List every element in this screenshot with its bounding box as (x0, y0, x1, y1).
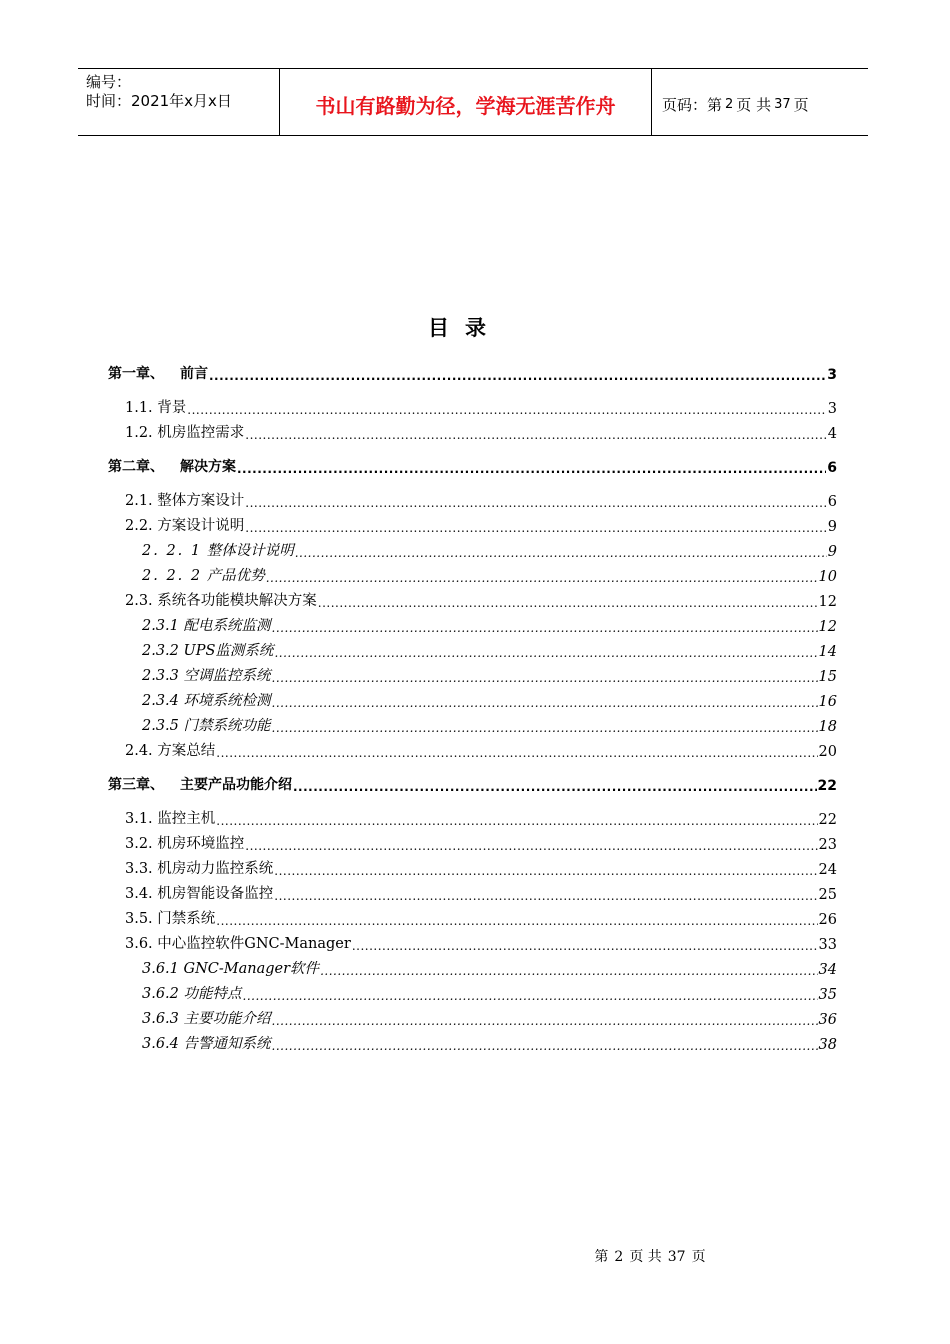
toc-entry-title: 系统各功能模块解决方案 (157, 593, 317, 609)
toc-entry-title: 机房智能设备监控 (157, 886, 274, 902)
toc-entry-title: 机房环境监控 (157, 836, 245, 852)
toc-entry[interactable] (142, 638, 837, 660)
toc-entry-page: 18 (818, 719, 837, 735)
toc-title: 目录 (428, 315, 502, 340)
toc-entry-title: 功能特点 (183, 986, 242, 1002)
toc-chapter-entry[interactable] (108, 772, 837, 794)
toc-entry-number: 2.3. (125, 593, 153, 609)
toc-entry-number: 3.6.2 (142, 986, 179, 1002)
toc-entry-page: 35 (818, 987, 837, 1003)
toc-leader-dots (352, 939, 818, 953)
toc-entry-title: 监控主机 (157, 811, 216, 827)
toc-entry[interactable] (142, 956, 837, 978)
toc-entry[interactable] (125, 420, 837, 442)
header-page-total: 37 (774, 96, 791, 112)
toc-entry-page: 33 (818, 937, 837, 953)
toc-entry-number: 2.4. (125, 743, 153, 759)
toc-entry-number: 3.5. (125, 911, 153, 927)
toc-entry-number: 1.1. (125, 400, 153, 416)
toc-entry[interactable] (142, 613, 837, 635)
toc-entry-title: 门禁系统 (157, 911, 216, 927)
toc-leader-dots (245, 428, 826, 442)
footer-total: 37 (667, 1249, 686, 1265)
toc-leader-dots (274, 889, 817, 903)
toc-entry-page: 3 (827, 367, 837, 383)
toc-entry-title: 主要功能介绍 (183, 1011, 271, 1027)
toc-entry-number: 3.6.4 (142, 1036, 179, 1052)
toc-entry-number: 3.4. (125, 886, 153, 902)
toc-entry-number: 1.2. (125, 425, 153, 441)
toc-entry-number: 2. 2. 1 (142, 543, 203, 559)
toc-entry-number: 3.2. (125, 836, 153, 852)
toc-entry-page: 22 (818, 812, 837, 828)
toc-entry-number: 2.3.1 (142, 618, 179, 634)
toc-entry-title: 告警通知系统 (183, 1036, 271, 1052)
header-page-current: 2 (725, 96, 734, 112)
toc-entry-title: 配电系统监测 (183, 618, 271, 634)
toc-leader-dots (216, 746, 817, 760)
header-info-cell (78, 69, 280, 135)
document-number-label: 编号： (86, 73, 132, 91)
toc-entry[interactable] (125, 395, 837, 417)
toc-entry[interactable] (125, 806, 837, 828)
toc-leader-dots (216, 814, 817, 828)
footer-current: 2 (614, 1249, 624, 1265)
toc-entry-page: 24 (818, 862, 837, 878)
toc-entry-page: 16 (818, 694, 837, 710)
toc-entry-title: 前言 (180, 366, 208, 382)
toc-entry-title: 机房监控需求 (157, 425, 245, 441)
page-header (78, 68, 868, 136)
toc-entry-page: 22 (817, 778, 837, 794)
toc-leader-dots (245, 521, 826, 535)
toc-entry[interactable] (125, 831, 837, 853)
toc-entry-title: GNC-Manager软件 (183, 961, 320, 977)
toc-leader-dots (209, 369, 826, 383)
toc-leader-dots (295, 546, 827, 560)
toc-entry[interactable] (125, 856, 837, 878)
page-footer (0, 1246, 950, 1266)
footer-prefix: 第 (594, 1249, 609, 1265)
toc-leader-dots (318, 596, 818, 610)
footer-suffix: 页 (691, 1249, 706, 1265)
toc-entry-title: 主要产品功能介绍 (180, 777, 292, 793)
toc-entry-page: 6 (827, 494, 837, 510)
toc-leader-dots (320, 964, 817, 978)
toc-entry[interactable] (142, 713, 837, 735)
toc-chapter-entry[interactable] (108, 361, 837, 383)
toc-entry-number: 2. 2. 2 (142, 568, 203, 584)
toc-entry-page: 9 (827, 544, 837, 560)
toc-entry-title: 中心监控软件GNC-Manager (157, 936, 351, 952)
toc-entry-number: 2.3.3 (142, 668, 179, 684)
toc-leader-dots (243, 989, 818, 1003)
toc-entry-title: UPS监测系统 (183, 643, 274, 659)
toc-entry[interactable] (142, 663, 837, 685)
toc-entry-title: 产品优势 (206, 568, 265, 584)
toc-entry-page: 9 (827, 519, 837, 535)
toc-entry[interactable] (142, 688, 837, 710)
toc-entry-number: 3.3. (125, 861, 153, 877)
header-page-mid: 页 共 (736, 95, 772, 114)
header-motto-cell (280, 69, 652, 135)
toc-leader-dots (272, 671, 818, 685)
toc-entry-page: 12 (818, 594, 837, 610)
toc-entry-page: 4 (827, 426, 837, 442)
toc-entry-number: 3.1. (125, 811, 153, 827)
document-time-label: 时间：2021年x月x日 (86, 92, 232, 110)
toc-leader-dots (272, 1039, 818, 1053)
toc-leader-dots (245, 839, 817, 853)
toc-entry[interactable] (125, 513, 837, 535)
toc-entry-title: 空调监控系统 (183, 668, 271, 684)
toc-entry-number: 3.6.1 (142, 961, 179, 977)
toc-entry-number: 2.3.5 (142, 718, 179, 734)
toc-entry[interactable] (142, 1031, 837, 1053)
toc-entry-page: 3 (827, 401, 837, 417)
toc-leader-dots (274, 864, 817, 878)
toc-entry[interactable] (125, 931, 837, 953)
toc-entry-title: 环境系统检测 (183, 693, 271, 709)
toc-entry-title: 解决方案 (180, 459, 236, 475)
toc-entry-page: 23 (818, 837, 837, 853)
toc-leader-dots (272, 621, 818, 635)
toc-entry-number: 第二章、 (108, 459, 164, 475)
toc-entry[interactable] (125, 906, 837, 928)
toc-entry-page: 12 (818, 619, 837, 635)
toc-entry[interactable] (125, 738, 837, 760)
toc-entry-title: 方案设计说明 (157, 518, 245, 534)
toc-leader-dots (272, 696, 818, 710)
toc-entry-page: 38 (818, 1037, 837, 1053)
toc-leader-dots (187, 403, 826, 417)
toc-entry-page: 6 (827, 460, 837, 476)
toc-entry[interactable] (125, 488, 837, 510)
toc-leader-dots (237, 462, 826, 476)
toc-entry[interactable] (142, 1006, 837, 1028)
toc-entry-number: 2.2. (125, 518, 153, 534)
toc-leader-dots (266, 571, 818, 585)
toc-entry-page: 26 (818, 912, 837, 928)
toc-entry[interactable] (142, 538, 837, 560)
toc-entry-title: 门禁系统功能 (183, 718, 271, 734)
header-page-suffix: 页 (793, 95, 809, 114)
toc-entry[interactable] (142, 981, 837, 1003)
toc-entry-title: 方案总结 (157, 743, 216, 759)
toc-entry-page: 10 (818, 569, 837, 585)
toc-entry-title: 整体设计说明 (206, 543, 294, 559)
toc-entry-number: 3.6. (125, 936, 153, 952)
toc-entry-title: 背景 (157, 400, 187, 416)
toc-entry-page: 14 (818, 644, 837, 660)
toc-leader-dots (216, 914, 817, 928)
toc-entry-number: 第一章、 (108, 366, 164, 382)
toc-chapter-entry[interactable] (108, 454, 837, 476)
toc-entry[interactable] (125, 881, 837, 903)
header-page-prefix: 页码：第 (662, 95, 723, 114)
toc-entry-number: 2.3.4 (142, 693, 179, 709)
toc-entry-page: 34 (818, 962, 837, 978)
toc-entry-number: 3.6.3 (142, 1011, 179, 1027)
toc-leader-dots (245, 496, 826, 510)
toc-entry-page: 36 (818, 1012, 837, 1028)
toc-entry[interactable] (142, 563, 837, 585)
toc-leader-dots (272, 1014, 818, 1028)
toc-entry-page: 25 (818, 887, 837, 903)
header-motto: 书山有路勤为径，学海无涯苦作舟 (315, 93, 616, 118)
toc-leader-dots (274, 646, 817, 660)
header-page-cell (652, 69, 868, 135)
toc-entry-number: 2.3.2 (142, 643, 179, 659)
toc-leader-dots (293, 780, 817, 794)
toc-entry-number: 第三章、 (108, 777, 164, 793)
toc-entry-page: 15 (818, 669, 837, 685)
toc-leader-dots (272, 721, 818, 735)
toc-entry-number: 2.1. (125, 493, 153, 509)
toc-entry-page: 20 (818, 744, 837, 760)
toc-entry-title: 整体方案设计 (157, 493, 245, 509)
toc-entry[interactable] (125, 588, 837, 610)
footer-mid: 页 共 (629, 1249, 662, 1265)
toc-entry-title: 机房动力监控系统 (157, 861, 274, 877)
